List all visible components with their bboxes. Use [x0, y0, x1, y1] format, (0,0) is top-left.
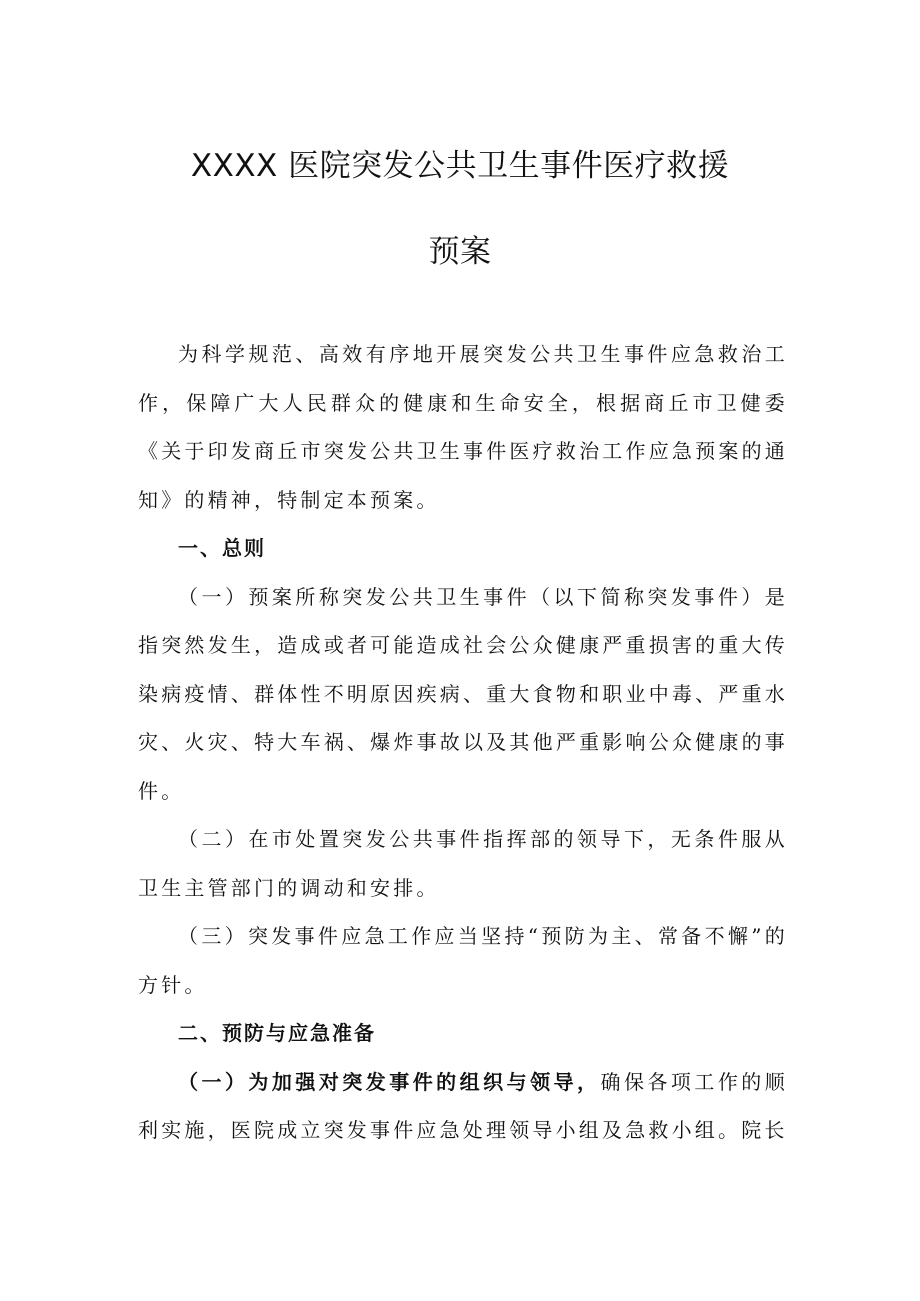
- document-title-line2: 预案: [428, 234, 492, 270]
- section1-item-2: （二）在市处置突发公共事件指挥部的领导下，无条件服从卫生主管部门的调动和安排。: [138, 827, 788, 900]
- section2-item-1-lead: （一）为加强对突发事件的组织与领导，: [178, 1069, 601, 1094]
- intro-paragraph: 为科学规范、高效有序地开展突发公共卫生事件应急救治工作，保障广大人民群众的健康和生命安全，根据商丘市卫健委《关于印发商丘市突发公共卫生事件医疗救治工作应急预案的通知》的精神，特制定本预案。: [138, 342, 788, 512]
- section1-item-1: （一）预案所称突发公共卫生事件（以下简称突发事件）是指突然发生，造成或者可能造成社会公众健康严重损害的重大传染病疫情、群体性不明原因疾病、重大食物和职业中毒、严重水灾、火灾、特大车祸、爆炸事故以及其他严重影响公众健康的事件。: [138, 584, 788, 803]
- document-title-line1: XXXX 医院突发公共卫生事件医疗救援: [190, 148, 730, 184]
- section2-item-1-rest: 确保各项工作的顺利实施，医院成立突发事件应急处理领导小组及急救小组。院长: [138, 1069, 788, 1142]
- section1-item-3: （三）突发事件应急工作应当坚持“预防为主、常备不懈”的方针。: [138, 924, 788, 997]
- section2-item-1: [138, 1058, 788, 1155]
- section1-heading: 一、总则: [178, 536, 266, 560]
- document-body: [138, 330, 788, 1155]
- section2-heading: 二、预防与应急准备: [178, 1021, 376, 1045]
